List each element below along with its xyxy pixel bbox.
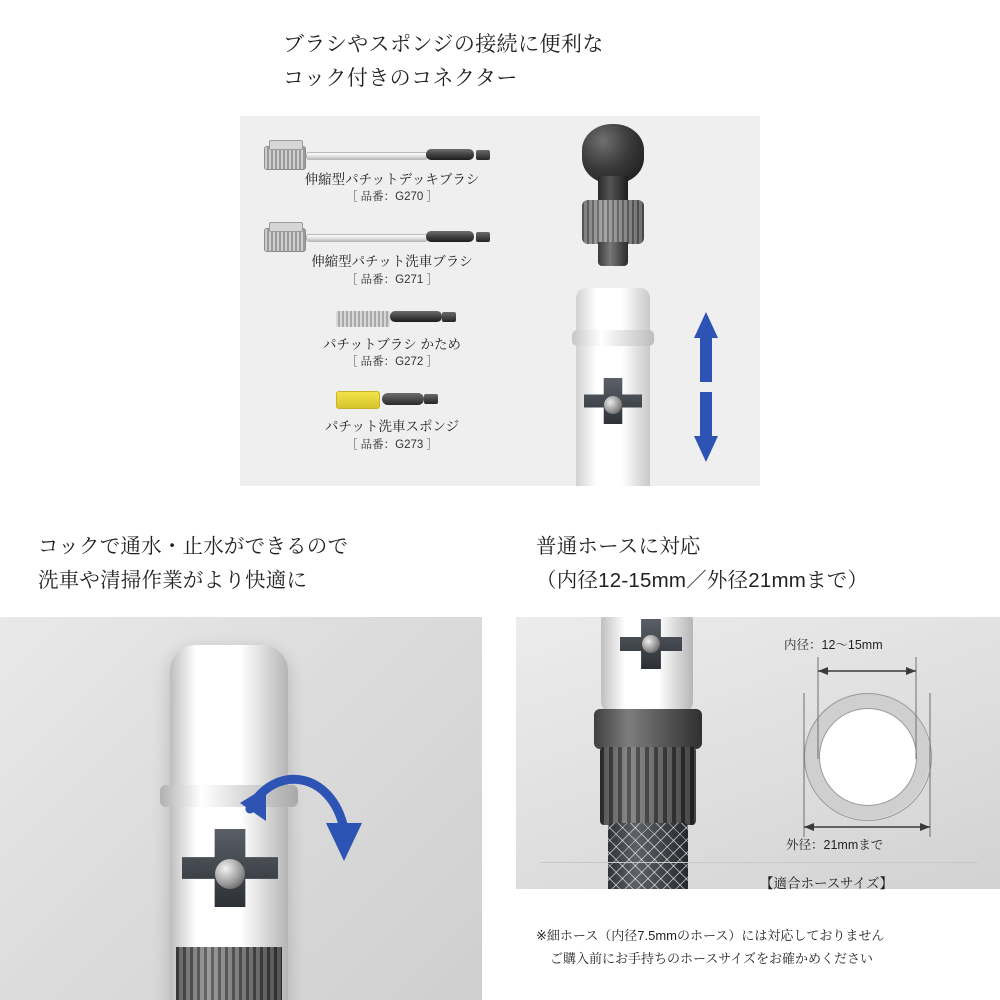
top-heading-line2: コック付きのコネクター bbox=[283, 67, 518, 91]
list-item bbox=[258, 134, 526, 206]
left-heading-line1: コックで通水・止水ができるので bbox=[38, 535, 349, 558]
garden-hose bbox=[608, 823, 688, 889]
cock-valve-hub bbox=[642, 635, 660, 653]
product-code: ［ 品番：G271 ］ bbox=[345, 273, 439, 286]
connector-base-grip bbox=[176, 947, 282, 1000]
top-heading bbox=[283, 28, 903, 96]
product-code: ［ 品番：G270 ］ bbox=[345, 191, 439, 204]
right-heading-line1: 普通ホースに対応 bbox=[536, 535, 701, 558]
compatible-products-list bbox=[258, 134, 526, 464]
list-item bbox=[258, 299, 526, 371]
dimension-lines-icon bbox=[764, 631, 990, 867]
cock-operation-photo bbox=[0, 617, 482, 1000]
product-code: ［ 品番：G272 ］ bbox=[345, 356, 439, 369]
outer-diameter-label: 外径：21mmまで bbox=[786, 838, 884, 852]
divider bbox=[540, 862, 978, 863]
right-section-heading bbox=[536, 530, 986, 598]
deck-brush-icon bbox=[258, 134, 526, 168]
product-name: 伸縮型パチットデッキブラシ bbox=[304, 172, 480, 187]
product-name: 伸縮型パチット洗車ブラシ bbox=[311, 254, 473, 270]
inner-diameter-label: 内径：12～15mm bbox=[784, 638, 883, 652]
left-heading-line2: 洗車や清掃作業がより快適に bbox=[38, 568, 308, 592]
connector-nut bbox=[594, 709, 702, 749]
right-heading-line2: （内径12-15mm／外径21mmまで） bbox=[536, 568, 869, 592]
hard-brush-icon bbox=[258, 299, 526, 333]
updown-arrows-icon bbox=[532, 116, 742, 486]
note-line1: ※細ホース（内径7.5mmのホース）には対応しておりません bbox=[536, 928, 885, 943]
list-item bbox=[258, 216, 526, 288]
left-section-heading bbox=[38, 530, 508, 598]
product-name: パチットブラシ かため bbox=[323, 336, 461, 352]
connector-grip bbox=[600, 747, 696, 825]
product-name: パチット洗車スポンジ bbox=[324, 419, 460, 435]
product-code: ［ 品番：G273 ］ bbox=[345, 438, 439, 451]
compatibility-note bbox=[536, 925, 996, 971]
hose-size-caption: 【適合ホースサイズ】 bbox=[760, 876, 893, 891]
hose-size-diagram bbox=[764, 631, 990, 867]
top-heading-line1: ブラシやスポンジの接続に便利な bbox=[283, 33, 604, 56]
connector-assembly-illustration bbox=[532, 116, 742, 486]
sponge-icon bbox=[258, 381, 526, 415]
list-item bbox=[258, 381, 526, 453]
top-illustration-panel bbox=[240, 116, 760, 486]
rotation-arrow-icon bbox=[240, 757, 390, 887]
note-line2: ご購入前にお手持ちのホースサイズをお確かめください bbox=[550, 950, 874, 966]
hose-compatibility-photo bbox=[516, 617, 1000, 889]
car-wash-brush-icon bbox=[258, 216, 526, 250]
